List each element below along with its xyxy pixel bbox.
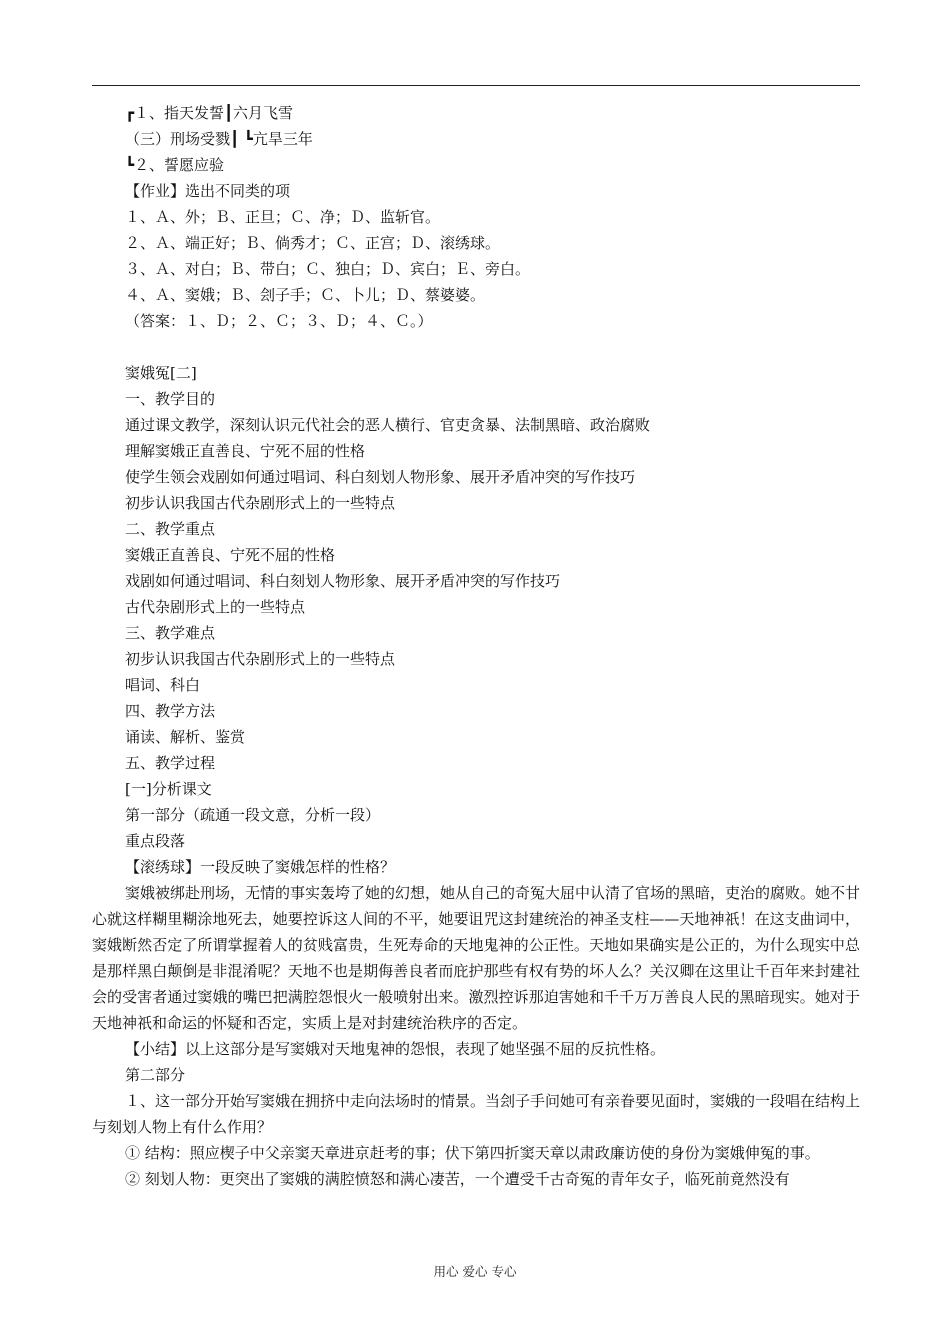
homework-title: 【作业】选出不同类的项: [125, 182, 291, 200]
question-paragraph: １、这一部分开始写窦娥在拥挤中走向法场时的情景。当刽子手问她可有亲眷要见面时，窦娥的一段唱在结构上与刻划人物上有什么作用？: [92, 1092, 861, 1136]
page-footer: 用心 爱心 专心: [433, 1264, 517, 1279]
heading: 五、教学过程: [125, 754, 216, 772]
text-line: 理解窦娥正直善良、宁死不屈的性格: [125, 442, 366, 460]
document-body: [92, 100, 860, 1192]
homework-item: ２、Ａ、端正好；Ｂ、倘秀才；Ｃ、正宫；Ｄ、滚绣球。: [125, 234, 501, 252]
character-paragraph: ② 刻划人物：更突出了窦娥的满腔愤怒和满心凄苦，一个遭受千古奇冤的青年女子，临死前竟然没有: [125, 1170, 790, 1188]
text-line: [一]分析课文: [125, 780, 212, 798]
text-line: 重点段落: [125, 832, 186, 850]
outline-line: ┗２、誓愿应验: [125, 156, 225, 174]
text-line: 诵读、解析、鉴赏: [125, 728, 246, 746]
analysis-paragraph: 窦娥被绑赴刑场，无情的事实轰垮了她的幻想，她从自己的奇冤大屈中认清了官场的黑暗，吏治的腐败。她不甘心就这样糊里糊涂地死去，她要控诉这人间的不平，她要诅咒这封建统治的神圣支柱——天地神祇！在这支曲词中，窦娥断然否定了所谓掌握着人的贫贱富贵，生死寿命的天地鬼神的公正性。天地如果确实是公正的，为什么现实中总是那样黑白颠倒是非混淆呢？天地不也是期侮善良者而庇护那些有权有势的坏人么？关汉卿在这里让千百年来封建社会的受害者通过窦娥的嘴巴把满腔怨恨火一般喷射出来。激烈控诉那迫害她和千千万万善良人民的黑暗现实。她对于天地神祇和命运的怀疑和否定，实质上是对封建统治秩序的否定。: [92, 884, 861, 1032]
text-line: 戏剧如何通过唱词、科白刻划人物形象、展开矛盾冲突的写作技巧: [125, 572, 561, 590]
text-line: 初步认识我国古代杂剧形式上的一些特点: [125, 650, 396, 668]
structure-paragraph: ① 结构：照应楔子中父亲窦天章进京赶考的事；伏下第四折窦天章以肃政廉访使的身份为窦娥伸冤的事。: [125, 1144, 820, 1162]
homework-item: １、Ａ、外；Ｂ、正旦；Ｃ、净；Ｄ、监斩官。: [125, 208, 441, 226]
text-line: 第一部分（疏通一段文意，分析一段）: [125, 806, 381, 824]
heading: 一、教学目的: [125, 390, 216, 408]
text-line: 通过课文教学，深刻认识元代社会的恶人横行、官吏贪暴、法制黑暗、政治腐败: [125, 416, 651, 434]
text-line: 窦娥正直善良、宁死不屈的性格: [125, 546, 336, 564]
text-line: 使学生领会戏剧如何通过唱词、科白刻划人物形象、展开矛盾冲突的写作技巧: [125, 468, 636, 486]
homework-item: ３、Ａ、对白；Ｂ、带白；Ｃ、独白；Ｄ、宾白；Ｅ、旁白。: [125, 260, 531, 278]
blank-line: [92, 334, 860, 360]
section-title: 窦娥冤[二]: [125, 364, 197, 382]
summary-line: 【小结】以上这部分是写窦娥对天地鬼神的怨恨，表现了她坚强不屈的反抗性格。: [125, 1040, 666, 1058]
part-title: 第二部分: [125, 1066, 186, 1084]
outline-line: （三）刑场受戮┃ ┗亢旱三年: [125, 130, 313, 148]
text-line: 初步认识我国古代杂剧形式上的一些特点: [125, 494, 396, 512]
heading: 三、教学难点: [125, 624, 216, 642]
homework-item: ４、Ａ、窦娥；Ｂ、刽子手；Ｃ、卜儿；Ｄ、蔡婆婆。: [125, 286, 486, 304]
text-line: 唱词、科白: [125, 676, 201, 694]
answer-line: （答案：１、Ｄ；２、Ｃ；３、Ｄ；４、Ｃ。）: [125, 312, 433, 330]
text-line: 古代杂剧形式上的一些特点: [125, 598, 306, 616]
heading: 二、教学重点: [125, 520, 216, 538]
header-rule: [92, 85, 860, 86]
text-line: 【滚绣球】一段反映了窦娥怎样的性格？: [125, 858, 396, 876]
outline-line: ┏１、指天发誓┃六月飞雪: [125, 104, 294, 122]
heading: 四、教学方法: [125, 702, 216, 720]
